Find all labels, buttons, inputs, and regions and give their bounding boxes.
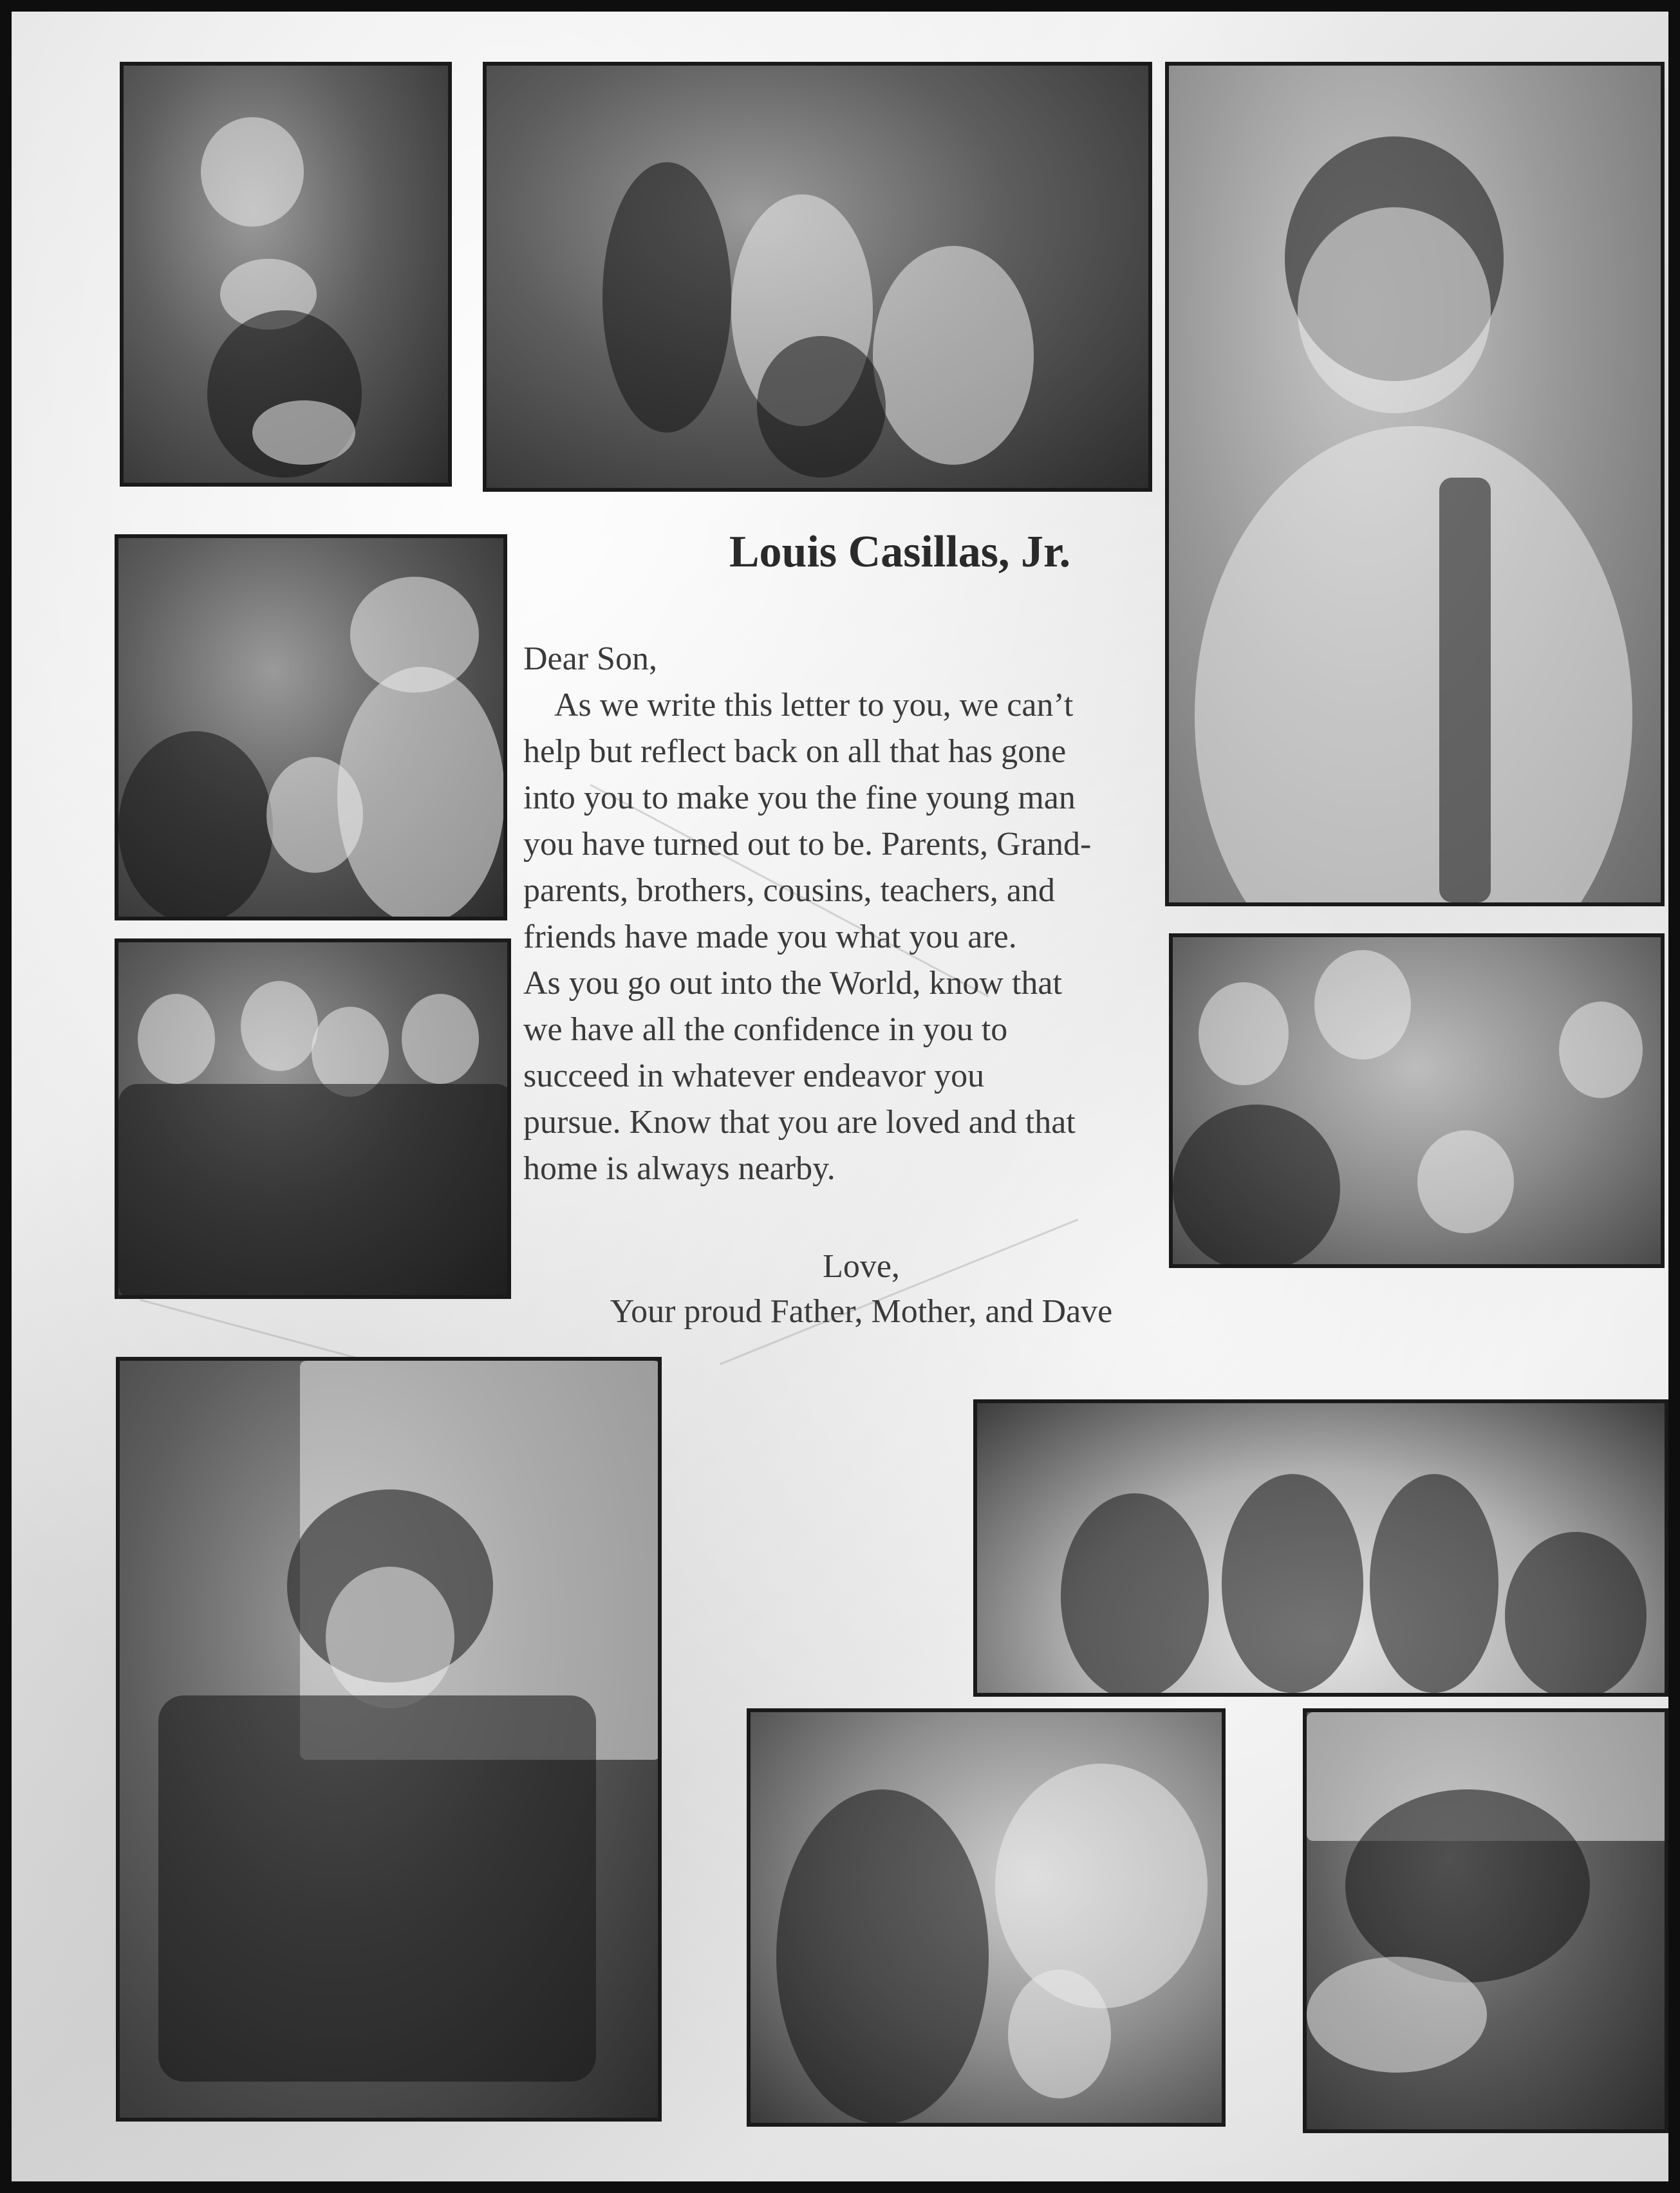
photo-birthday-cake	[1303, 1708, 1668, 2133]
letter-line: help but reflect back on all that has gone	[523, 733, 1067, 770]
photo-boys-group	[1169, 933, 1665, 1268]
letter-closing: Love,	[823, 1248, 900, 1285]
photo-snow-group	[973, 1399, 1668, 1697]
page-title: Louis Casillas, Jr.	[729, 527, 1071, 577]
letter-salutation: Dear Son,	[523, 640, 657, 677]
photo-boy-with-controller	[116, 1357, 662, 2122]
portrait-photo	[1165, 62, 1665, 906]
letter-line: into you to make you the fine young man	[523, 779, 1076, 816]
photo-family-group	[115, 938, 511, 1299]
letter-line: friends have made you what you are.	[523, 919, 1017, 955]
letter-line: parents, brothers, cousins, teachers, and	[523, 872, 1055, 909]
letter-signature: Your proud Father, Mother, and Dave	[610, 1293, 1113, 1330]
letter-line: As we write this letter to you, we can’t	[554, 687, 1074, 723]
paper-crease	[720, 1218, 1078, 1365]
photo-four-children	[120, 62, 452, 487]
letter-body	[523, 636, 1190, 1192]
yearbook-page	[12, 12, 1668, 2181]
letter-line: you have turned out to be. Parents, Grand-	[523, 826, 1092, 863]
letter-line: home is always nearby.	[523, 1150, 835, 1187]
photo-snow-boys-with-man	[747, 1708, 1226, 2127]
photo-family-outdoors	[483, 62, 1152, 492]
photo-boys-with-grandfather	[115, 534, 507, 920]
letter-line: As you go out into the World, know that	[523, 965, 1062, 1002]
letter-line: pursue. Know that you are loved and that	[523, 1104, 1076, 1141]
letter-line: succeed in whatever endeavor you	[523, 1058, 985, 1094]
letter-line: we have all the confidence in you to	[523, 1011, 1008, 1048]
